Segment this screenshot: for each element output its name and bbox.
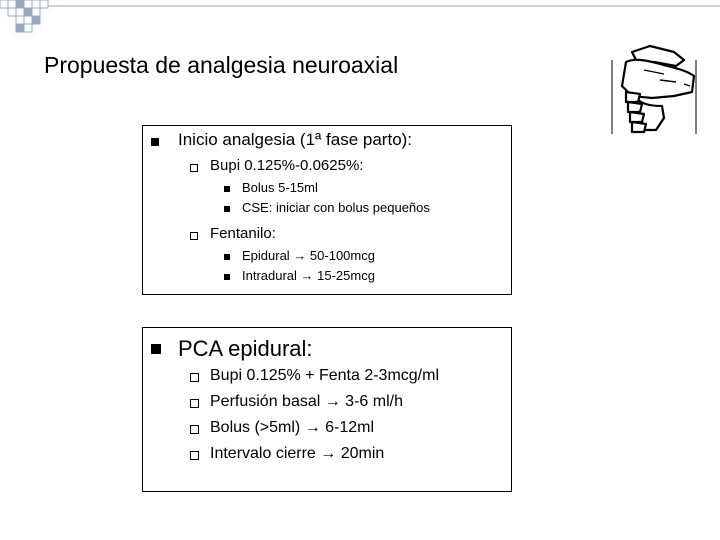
box1-sub1-label: Bupi 0.125%-0.0625%:: [210, 157, 364, 174]
box2-item: Bupi 0.125% + Fenta 2-3mcg/ml: [210, 367, 440, 384]
box1-sub2-item: Epidural → 50-100mcg: [242, 248, 375, 263]
box2-heading: PCA epidural:: [178, 336, 313, 361]
bullet-open-square: [190, 451, 199, 460]
bullet-square: [224, 274, 230, 280]
bullet-square: [224, 254, 230, 260]
bullet-square: [224, 206, 230, 212]
bullet-open-square: [190, 232, 198, 240]
bullet-open-square: [190, 399, 199, 408]
fist-illustration-icon: [604, 40, 700, 136]
box1-sub2-label: Fentanilo:: [210, 225, 276, 242]
bullet-open-square: [190, 164, 198, 172]
bullet-open-square: [190, 373, 199, 382]
box2-item: Perfusión basal → 3-6 ml/h: [210, 393, 403, 410]
box2-item: Intervalo cierre → 20min: [210, 445, 385, 462]
box2-item: Bolus (>5ml) → 6-12ml: [210, 419, 375, 436]
bullet-square: [151, 344, 161, 354]
bullet-square: [151, 138, 159, 146]
box1-sub1-item: Bolus 5-15ml: [242, 180, 318, 195]
bullet-open-square: [190, 425, 199, 434]
box1-heading: Inicio analgesia (1ª fase parto):: [178, 130, 413, 149]
bullet-square: [224, 186, 230, 192]
slide-title: Propuesta de analgesia neuroaxial: [44, 52, 399, 78]
box1-sub1-item: CSE: iniciar con bolus pequeños: [242, 200, 430, 215]
box1-sub2-item: Intradural → 15-25mcg: [242, 268, 375, 283]
decorative-grid: [0, 0, 720, 40]
